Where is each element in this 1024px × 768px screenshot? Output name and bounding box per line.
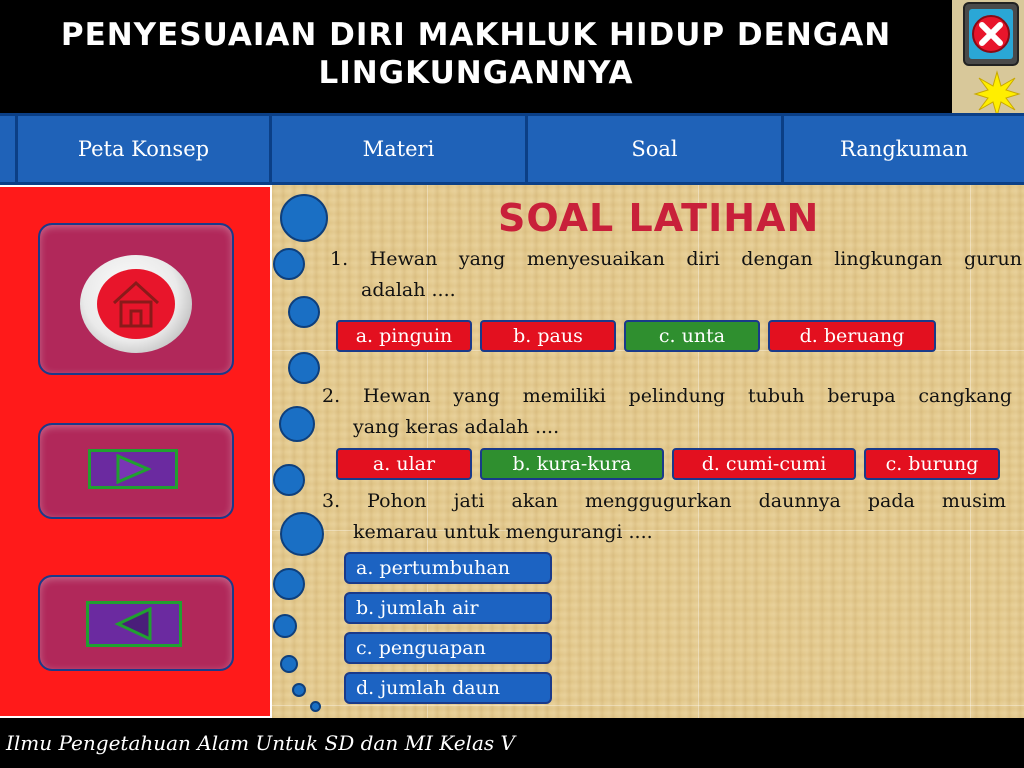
decor-dot (273, 464, 305, 496)
question-text-line2: adalah .... (361, 279, 456, 301)
question-number: 2. (322, 385, 341, 407)
question-1 (330, 244, 1022, 306)
question-text-line1: Hewan yang memiliki pelindung tubuh berupa cangkang (362, 385, 1012, 407)
answer-option[interactable]: d. beruang (768, 320, 936, 352)
answer-option[interactable]: a. pinguin (336, 320, 472, 352)
answer-option[interactable]: a. ular (336, 448, 472, 480)
question-3 (322, 486, 1006, 548)
page-title (0, 16, 952, 92)
decor-dot (279, 406, 315, 442)
decor-dot (292, 683, 306, 697)
answer-option[interactable]: d. jumlah daun (344, 672, 552, 704)
play-left-icon (114, 607, 154, 641)
star-burst-icon (973, 70, 1021, 118)
answer-option[interactable]: c. unta (624, 320, 760, 352)
decor-dot (280, 194, 328, 242)
tab-peta-konsep[interactable] (18, 116, 272, 182)
question-number: 3. (322, 490, 341, 512)
question-text-line1: Pohon jati akan menggugurkan daunnya pada musim (367, 490, 1006, 512)
tab-materi[interactable] (272, 116, 528, 182)
top-navigation (0, 113, 1024, 185)
answer-option[interactable]: c. burung (864, 448, 1000, 480)
answer-option[interactable]: d. cumi-cumi (672, 448, 856, 480)
question-text-line1: Hewan yang menyesuaikan diri dengan lingkungan gurun (369, 248, 1022, 270)
page-title-line1: PENYESUAIAN DIRI MAKHLUK HIDUP DENGAN (60, 17, 892, 53)
decor-dot (288, 296, 320, 328)
footer-text: Ilmu Pengetahuan Alam Untuk SD dan MI Kelas V (6, 731, 515, 755)
home-button[interactable] (38, 223, 234, 375)
tab-rangkuman[interactable] (784, 116, 1024, 182)
sidebar (0, 185, 272, 718)
question-text-line2: yang keras adalah .... (353, 416, 560, 438)
tab-label: Rangkuman (840, 137, 968, 161)
answer-option[interactable]: b. paus (480, 320, 616, 352)
decor-dot (273, 614, 297, 638)
question-number: 1. (330, 248, 349, 270)
decor-dot (273, 248, 305, 280)
decor-dot (280, 655, 298, 673)
answer-option[interactable]: a. pertumbuhan (344, 552, 552, 584)
answer-option[interactable]: c. penguapan (344, 632, 552, 664)
decor-dot (280, 512, 324, 556)
page-title-line2: LINGKUNGANNYA (318, 55, 634, 91)
play-right-icon (113, 454, 153, 484)
previous-button[interactable] (38, 575, 234, 671)
tab-label: Materi (362, 137, 435, 161)
answer-option[interactable]: b. jumlah air (344, 592, 552, 624)
home-icon (109, 277, 163, 331)
close-x-icon (971, 14, 1011, 54)
tab-label: Peta Konsep (77, 137, 210, 161)
question-text-line2: kemarau untuk mengurangi .... (353, 521, 653, 543)
decor-dot (288, 352, 320, 384)
next-button[interactable] (38, 423, 234, 519)
answer-option[interactable]: b. kura-kura (480, 448, 664, 480)
section-title: SOAL LATIHAN (498, 196, 820, 240)
footer-bar (0, 718, 1024, 768)
decor-dot (310, 701, 321, 712)
decor-dot (273, 568, 305, 600)
tab-soal[interactable] (528, 116, 784, 182)
close-button[interactable] (963, 2, 1019, 66)
question-2 (322, 381, 1012, 443)
header-bar (0, 0, 952, 113)
tab-label: Soal (631, 137, 678, 161)
